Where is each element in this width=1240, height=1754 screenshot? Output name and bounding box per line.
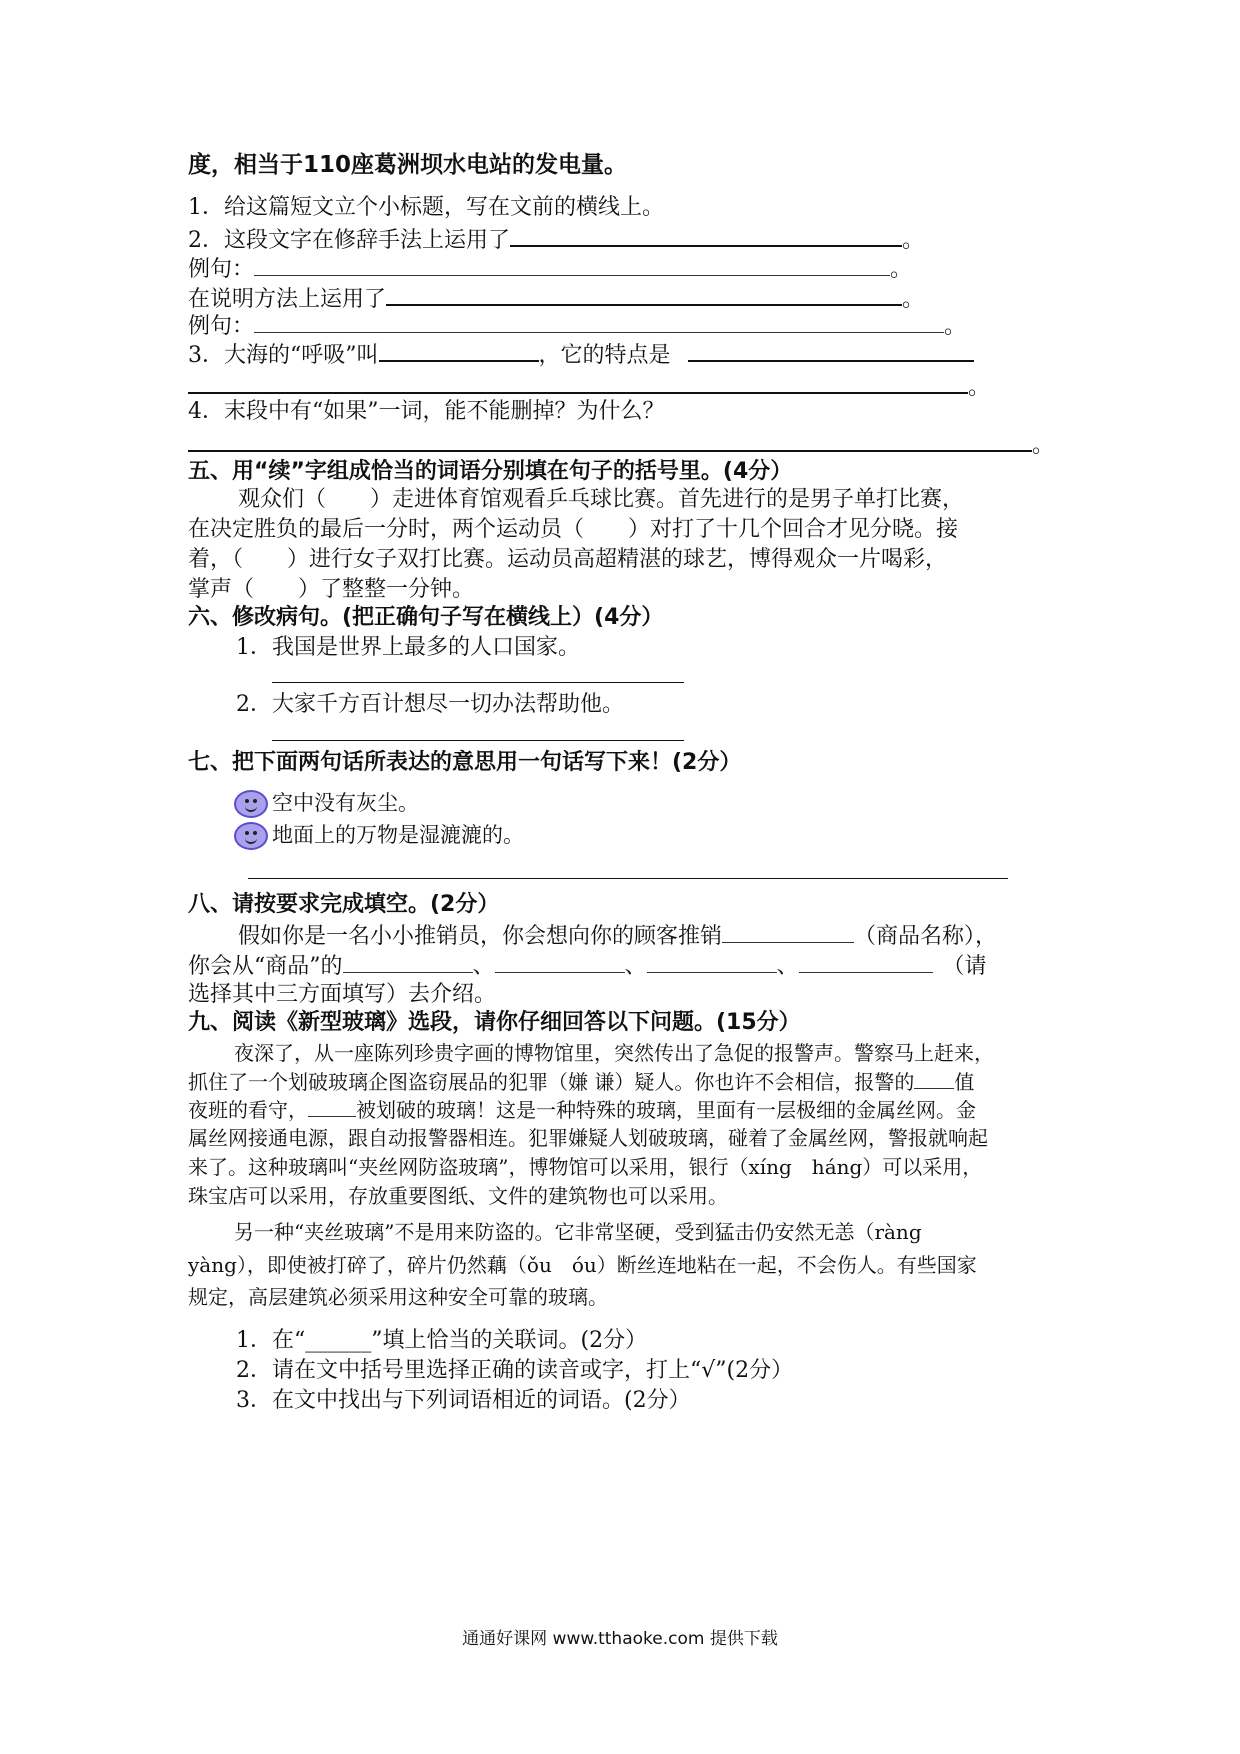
section-9-question-1: 1．在“______”填上恰当的关联词。(2分） xyxy=(236,1328,648,1353)
section-8-title: 八、请按要求完成填空。(2分） xyxy=(188,892,500,917)
section-5-text-3: 着，（ ）进行女子双打比赛。运动员高超精湛的球艺，博得观众一片喝彩， xyxy=(188,547,948,572)
continued-line: 度，相当于110座葛洲坝水电站的发电量。 xyxy=(188,152,628,178)
blank-conjunction-2[interactable] xyxy=(308,1094,356,1117)
answer-line[interactable] xyxy=(188,428,1032,452)
smiley-icon xyxy=(234,790,268,818)
section-7-title: 七、把下面两句话所表达的意思用一句话写下来！(2分） xyxy=(188,750,742,775)
section-8-text-3: 选择其中三方面填写）去介绍。 xyxy=(188,982,497,1007)
section-7-sentence-2: 地面上的万物是湿漉漉的。 xyxy=(234,820,524,850)
section-8-text-1: 假如你是一名小小推销员，你会想向你的顾客推销 （商品名称）， xyxy=(238,920,997,952)
section-7-sentence-1: 空中没有灰尘。 xyxy=(234,788,419,818)
answer-line[interactable] xyxy=(272,740,684,741)
section-5-text-4: 掌声（ ）了整整一分钟。 xyxy=(188,577,475,602)
blank-aspect-3[interactable] xyxy=(647,950,777,973)
question-2-method: 在说明方法上运用了 。 xyxy=(188,282,924,315)
answer-line[interactable] xyxy=(379,338,539,362)
section-5-text-1: 观众们（ ）走进体育馆观看乒乓球比赛。首先进行的是男子单打比赛， xyxy=(238,487,965,512)
blank-conjunction-1[interactable] xyxy=(914,1066,954,1089)
question-3: 3．大海的“呼吸”叫 ，它的特点是 xyxy=(188,338,974,371)
answer-line[interactable] xyxy=(188,370,968,394)
question-4-answer: 。 xyxy=(188,428,1054,461)
section-6-title: 六、修改病句。(把正确句子写在横线上）(4分） xyxy=(188,605,664,630)
answer-line[interactable] xyxy=(510,223,902,247)
section-9-title: 九、阅读《新型玻璃》选段，请你仔细回答以下问题。(15分） xyxy=(188,1010,801,1035)
section-6-item-2: 2．大家千方百计想尽一切办法帮助他。 xyxy=(236,692,624,717)
smiley-icon xyxy=(234,822,268,850)
section-5-text-2: 在决定胜负的最后一分时，两个运动员（ ）对打了十几个回合才见分晓。接 xyxy=(188,517,959,542)
answer-line[interactable] xyxy=(254,253,890,276)
blank-aspect-4[interactable] xyxy=(799,950,933,973)
blank-aspect-2[interactable] xyxy=(495,950,625,973)
answer-line[interactable] xyxy=(386,282,902,306)
answer-line[interactable] xyxy=(248,878,1008,879)
blank-product[interactable] xyxy=(722,920,854,943)
section-9-question-3: 3．在文中找出与下列词语相近的词语。(2分） xyxy=(236,1388,691,1413)
passage-paragraph-1-line-1: 夜深了，从一座陈列珍贵字画的博物馆里，突然传出了急促的报警声。警察马上赶来， xyxy=(234,1041,994,1065)
answer-line[interactable] xyxy=(272,682,684,683)
page-footer: 通通好课网 www.tthaoke.com 提供下载 xyxy=(462,1629,778,1649)
question-2-example: 例句： 。 xyxy=(188,253,912,285)
question-2: 2．这段文字在修辞手法上运用了 。 xyxy=(188,223,924,256)
answer-line[interactable] xyxy=(254,310,944,333)
passage-paragraph-2-line-2: yàng），即使被打碎了，碎片仍然藕（ǒu óu）断丝连地粘在一起，不会伤人。有些国家 xyxy=(188,1253,977,1277)
question-3-continued: 。 xyxy=(188,370,990,403)
question-4: 4．末段中有“如果”一词，能不能删掉？为什么？ xyxy=(188,399,665,424)
passage-paragraph-1-line-3: 夜班的看守， 被划破的玻璃！这是一种特殊的玻璃，里面有一层极细的金属丝网。金 xyxy=(188,1094,976,1125)
answer-line[interactable] xyxy=(688,338,974,362)
passage-paragraph-2-line-1: 另一种“夹丝玻璃”不是用来防盗的。它非常坚硬，受到猛击仍安然无恙（ràng xyxy=(234,1220,922,1244)
passage-paragraph-1-line-5: 来了。这种玻璃叫“夹丝网防盗玻璃”，博物馆可以采用，银行（xíng háng）可以采用， xyxy=(188,1155,983,1179)
passage-paragraph-1-line-6: 珠宝店可以采用，存放重要图纸、文件的建筑物也可以采用。 xyxy=(188,1184,728,1208)
section-6-item-1: 1．我国是世界上最多的人口国家。 xyxy=(236,635,580,660)
passage-paragraph-1-line-4: 属丝网接通电源，跟自动报警器相连。犯罪嫌疑人划破玻璃，碰着了金属丝网，警报就响起 xyxy=(188,1126,988,1150)
passage-paragraph-1-line-2: 抓住了一个划破玻璃企图盗窃展品的犯罪（嫌 谦）疑人。你也许不会相信，报警的 值 xyxy=(188,1066,974,1097)
blank-aspect-1[interactable] xyxy=(343,950,473,973)
section-5-title: 五、用“续”字组成恰当的词语分别填在句子的括号里。(4分） xyxy=(188,459,793,484)
question-2-method-example: 例句： 。 xyxy=(188,310,966,342)
passage-paragraph-2-line-3: 规定，高层建筑必须采用这种安全可靠的玻璃。 xyxy=(188,1285,608,1309)
section-9-question-2: 2．请在文中括号里选择正确的读音或字，打上“√”(2分） xyxy=(236,1358,794,1383)
question-1: 1．给这篇短文立个小标题，写在文前的横线上。 xyxy=(188,195,664,220)
section-8-text-2: 你会从“商品”的 、 、 、 （请 xyxy=(188,950,987,982)
